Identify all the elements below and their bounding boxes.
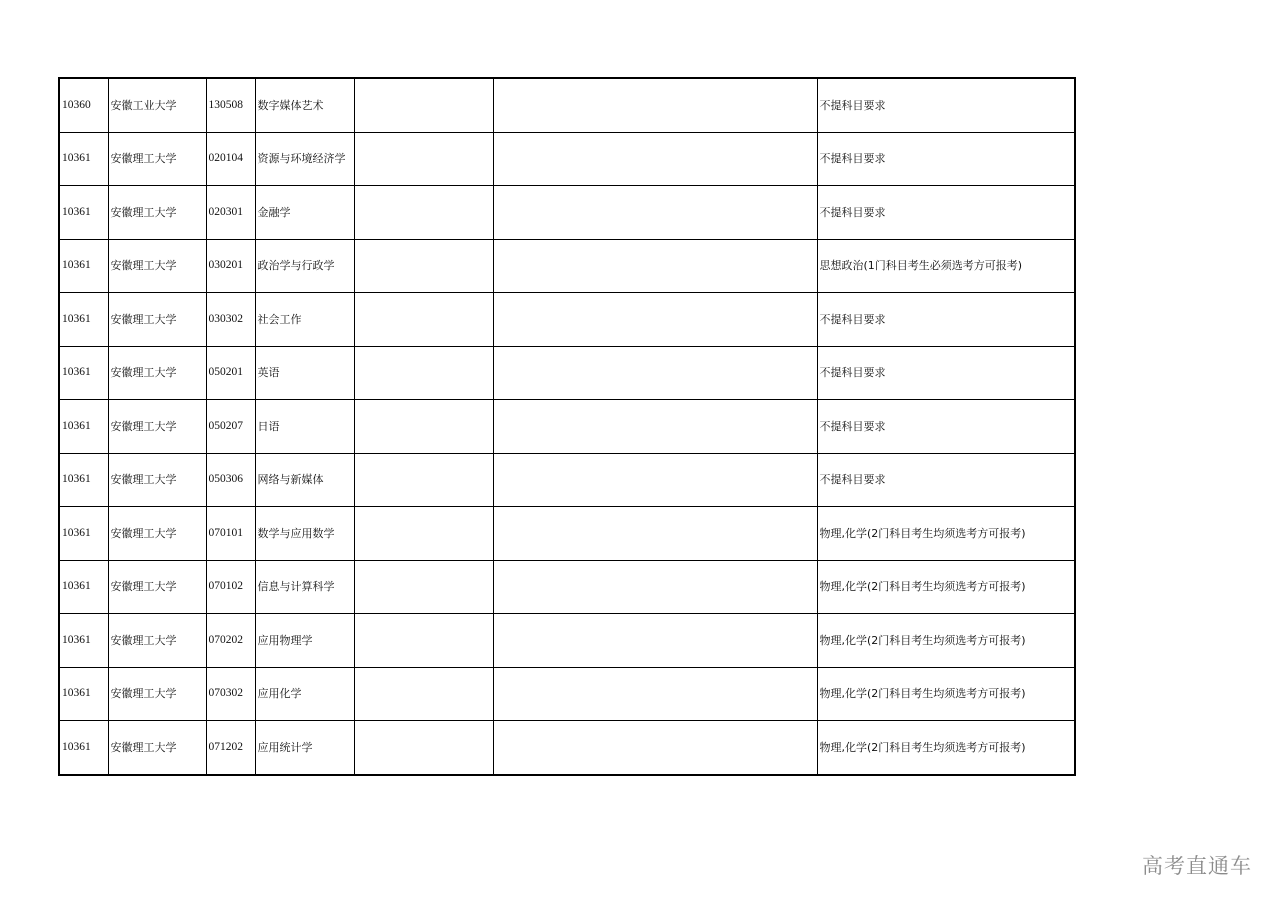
blank-col-a-cell: [354, 132, 493, 186]
subject-requirement-cell: 不提科目要求: [817, 346, 1075, 400]
school-code-cell: 10361: [59, 667, 108, 721]
school-name-cell: 安徽理工大学: [108, 614, 206, 668]
blank-col-a-cell: [354, 667, 493, 721]
school-name-cell: 安徽理工大学: [108, 132, 206, 186]
school-name-cell: 安徽理工大学: [108, 667, 206, 721]
blank-col-b-cell: [493, 560, 817, 614]
blank-col-b-cell: [493, 346, 817, 400]
school-code-cell: 10361: [59, 293, 108, 347]
school-code-cell: 10361: [59, 400, 108, 454]
blank-col-a-cell: [354, 453, 493, 507]
subject-requirement-cell: 物理,化学(2门科目考生均须选考方可报考): [817, 721, 1075, 775]
major-name-cell: 数字媒体艺术: [255, 78, 354, 132]
blank-col-b-cell: [493, 239, 817, 293]
blank-col-b-cell: [493, 186, 817, 240]
school-code-cell: 10361: [59, 507, 108, 561]
subject-requirement-cell: 物理,化学(2门科目考生均须选考方可报考): [817, 507, 1075, 561]
school-code-cell: 10361: [59, 239, 108, 293]
major-name-cell: 资源与环境经济学: [255, 132, 354, 186]
table-row: [59, 560, 1075, 614]
blank-col-a-cell: [354, 400, 493, 454]
major-code-cell: 050306: [206, 453, 255, 507]
subject-requirement-cell: 物理,化学(2门科目考生均须选考方可报考): [817, 667, 1075, 721]
school-code-cell: 10361: [59, 721, 108, 775]
table-row: [59, 614, 1075, 668]
table-row: [59, 667, 1075, 721]
table-row: [59, 507, 1075, 561]
major-code-cell: 020301: [206, 186, 255, 240]
school-name-cell: 安徽工业大学: [108, 78, 206, 132]
major-code-cell: 030201: [206, 239, 255, 293]
blank-col-a-cell: [354, 239, 493, 293]
subject-requirement-cell: 思想政治(1门科目考生必须选考方可报考): [817, 239, 1075, 293]
watermark-text: 高考直通车: [1142, 854, 1252, 878]
table-row: [59, 346, 1075, 400]
school-name-cell: 安徽理工大学: [108, 453, 206, 507]
major-code-cell: 050207: [206, 400, 255, 454]
blank-col-b-cell: [493, 721, 817, 775]
school-code-cell: 10361: [59, 132, 108, 186]
school-name-cell: 安徽理工大学: [108, 560, 206, 614]
major-code-cell: 071202: [206, 721, 255, 775]
subject-requirement-cell: 不提科目要求: [817, 132, 1075, 186]
blank-col-b-cell: [493, 78, 817, 132]
blank-col-a-cell: [354, 346, 493, 400]
subject-requirement-cell: 不提科目要求: [817, 400, 1075, 454]
major-code-cell: 030302: [206, 293, 255, 347]
school-name-cell: 安徽理工大学: [108, 293, 206, 347]
school-name-cell: 安徽理工大学: [108, 507, 206, 561]
table-row: [59, 132, 1075, 186]
subject-requirement-cell: 不提科目要求: [817, 186, 1075, 240]
table-row: [59, 239, 1075, 293]
subject-requirement-cell: 不提科目要求: [817, 293, 1075, 347]
table-row: [59, 78, 1075, 132]
blank-col-a-cell: [354, 293, 493, 347]
school-code-cell: 10360: [59, 78, 108, 132]
school-code-cell: 10361: [59, 560, 108, 614]
subject-requirement-cell: 物理,化学(2门科目考生均须选考方可报考): [817, 560, 1075, 614]
major-name-cell: 应用化学: [255, 667, 354, 721]
school-name-cell: 安徽理工大学: [108, 186, 206, 240]
blank-col-a-cell: [354, 507, 493, 561]
blank-col-b-cell: [493, 293, 817, 347]
blank-col-b-cell: [493, 507, 817, 561]
major-name-cell: 社会工作: [255, 293, 354, 347]
school-code-cell: 10361: [59, 186, 108, 240]
major-code-cell: 050201: [206, 346, 255, 400]
table-row: [59, 293, 1075, 347]
major-name-cell: 信息与计算科学: [255, 560, 354, 614]
subject-requirement-cell: 物理,化学(2门科目考生均须选考方可报考): [817, 614, 1075, 668]
major-code-cell: 130508: [206, 78, 255, 132]
major-name-cell: 应用统计学: [255, 721, 354, 775]
major-name-cell: 日语: [255, 400, 354, 454]
school-code-cell: 10361: [59, 614, 108, 668]
blank-col-b-cell: [493, 614, 817, 668]
table-row: [59, 400, 1075, 454]
major-name-cell: 网络与新媒体: [255, 453, 354, 507]
major-code-cell: 070101: [206, 507, 255, 561]
blank-col-b-cell: [493, 132, 817, 186]
major-name-cell: 金融学: [255, 186, 354, 240]
major-name-cell: 政治学与行政学: [255, 239, 354, 293]
school-code-cell: 10361: [59, 346, 108, 400]
blank-col-a-cell: [354, 721, 493, 775]
major-code-cell: 070102: [206, 560, 255, 614]
table-row: [59, 453, 1075, 507]
blank-col-a-cell: [354, 186, 493, 240]
major-code-cell: 020104: [206, 132, 255, 186]
table-row: [59, 186, 1075, 240]
school-name-cell: 安徽理工大学: [108, 346, 206, 400]
blank-col-b-cell: [493, 453, 817, 507]
blank-col-a-cell: [354, 78, 493, 132]
blank-col-b-cell: [493, 667, 817, 721]
major-name-cell: 应用物理学: [255, 614, 354, 668]
school-name-cell: 安徽理工大学: [108, 721, 206, 775]
school-code-cell: 10361: [59, 453, 108, 507]
subject-requirement-cell: 不提科目要求: [817, 453, 1075, 507]
subject-requirement-cell: 不提科目要求: [817, 78, 1075, 132]
table-row: [59, 721, 1075, 775]
blank-col-a-cell: [354, 614, 493, 668]
major-name-cell: 数学与应用数学: [255, 507, 354, 561]
major-code-cell: 070302: [206, 667, 255, 721]
blank-col-a-cell: [354, 560, 493, 614]
major-name-cell: 英语: [255, 346, 354, 400]
school-name-cell: 安徽理工大学: [108, 400, 206, 454]
school-name-cell: 安徽理工大学: [108, 239, 206, 293]
blank-col-b-cell: [493, 400, 817, 454]
table-body: [59, 78, 1075, 775]
major-code-cell: 070202: [206, 614, 255, 668]
subject-requirements-table: [58, 77, 1076, 776]
